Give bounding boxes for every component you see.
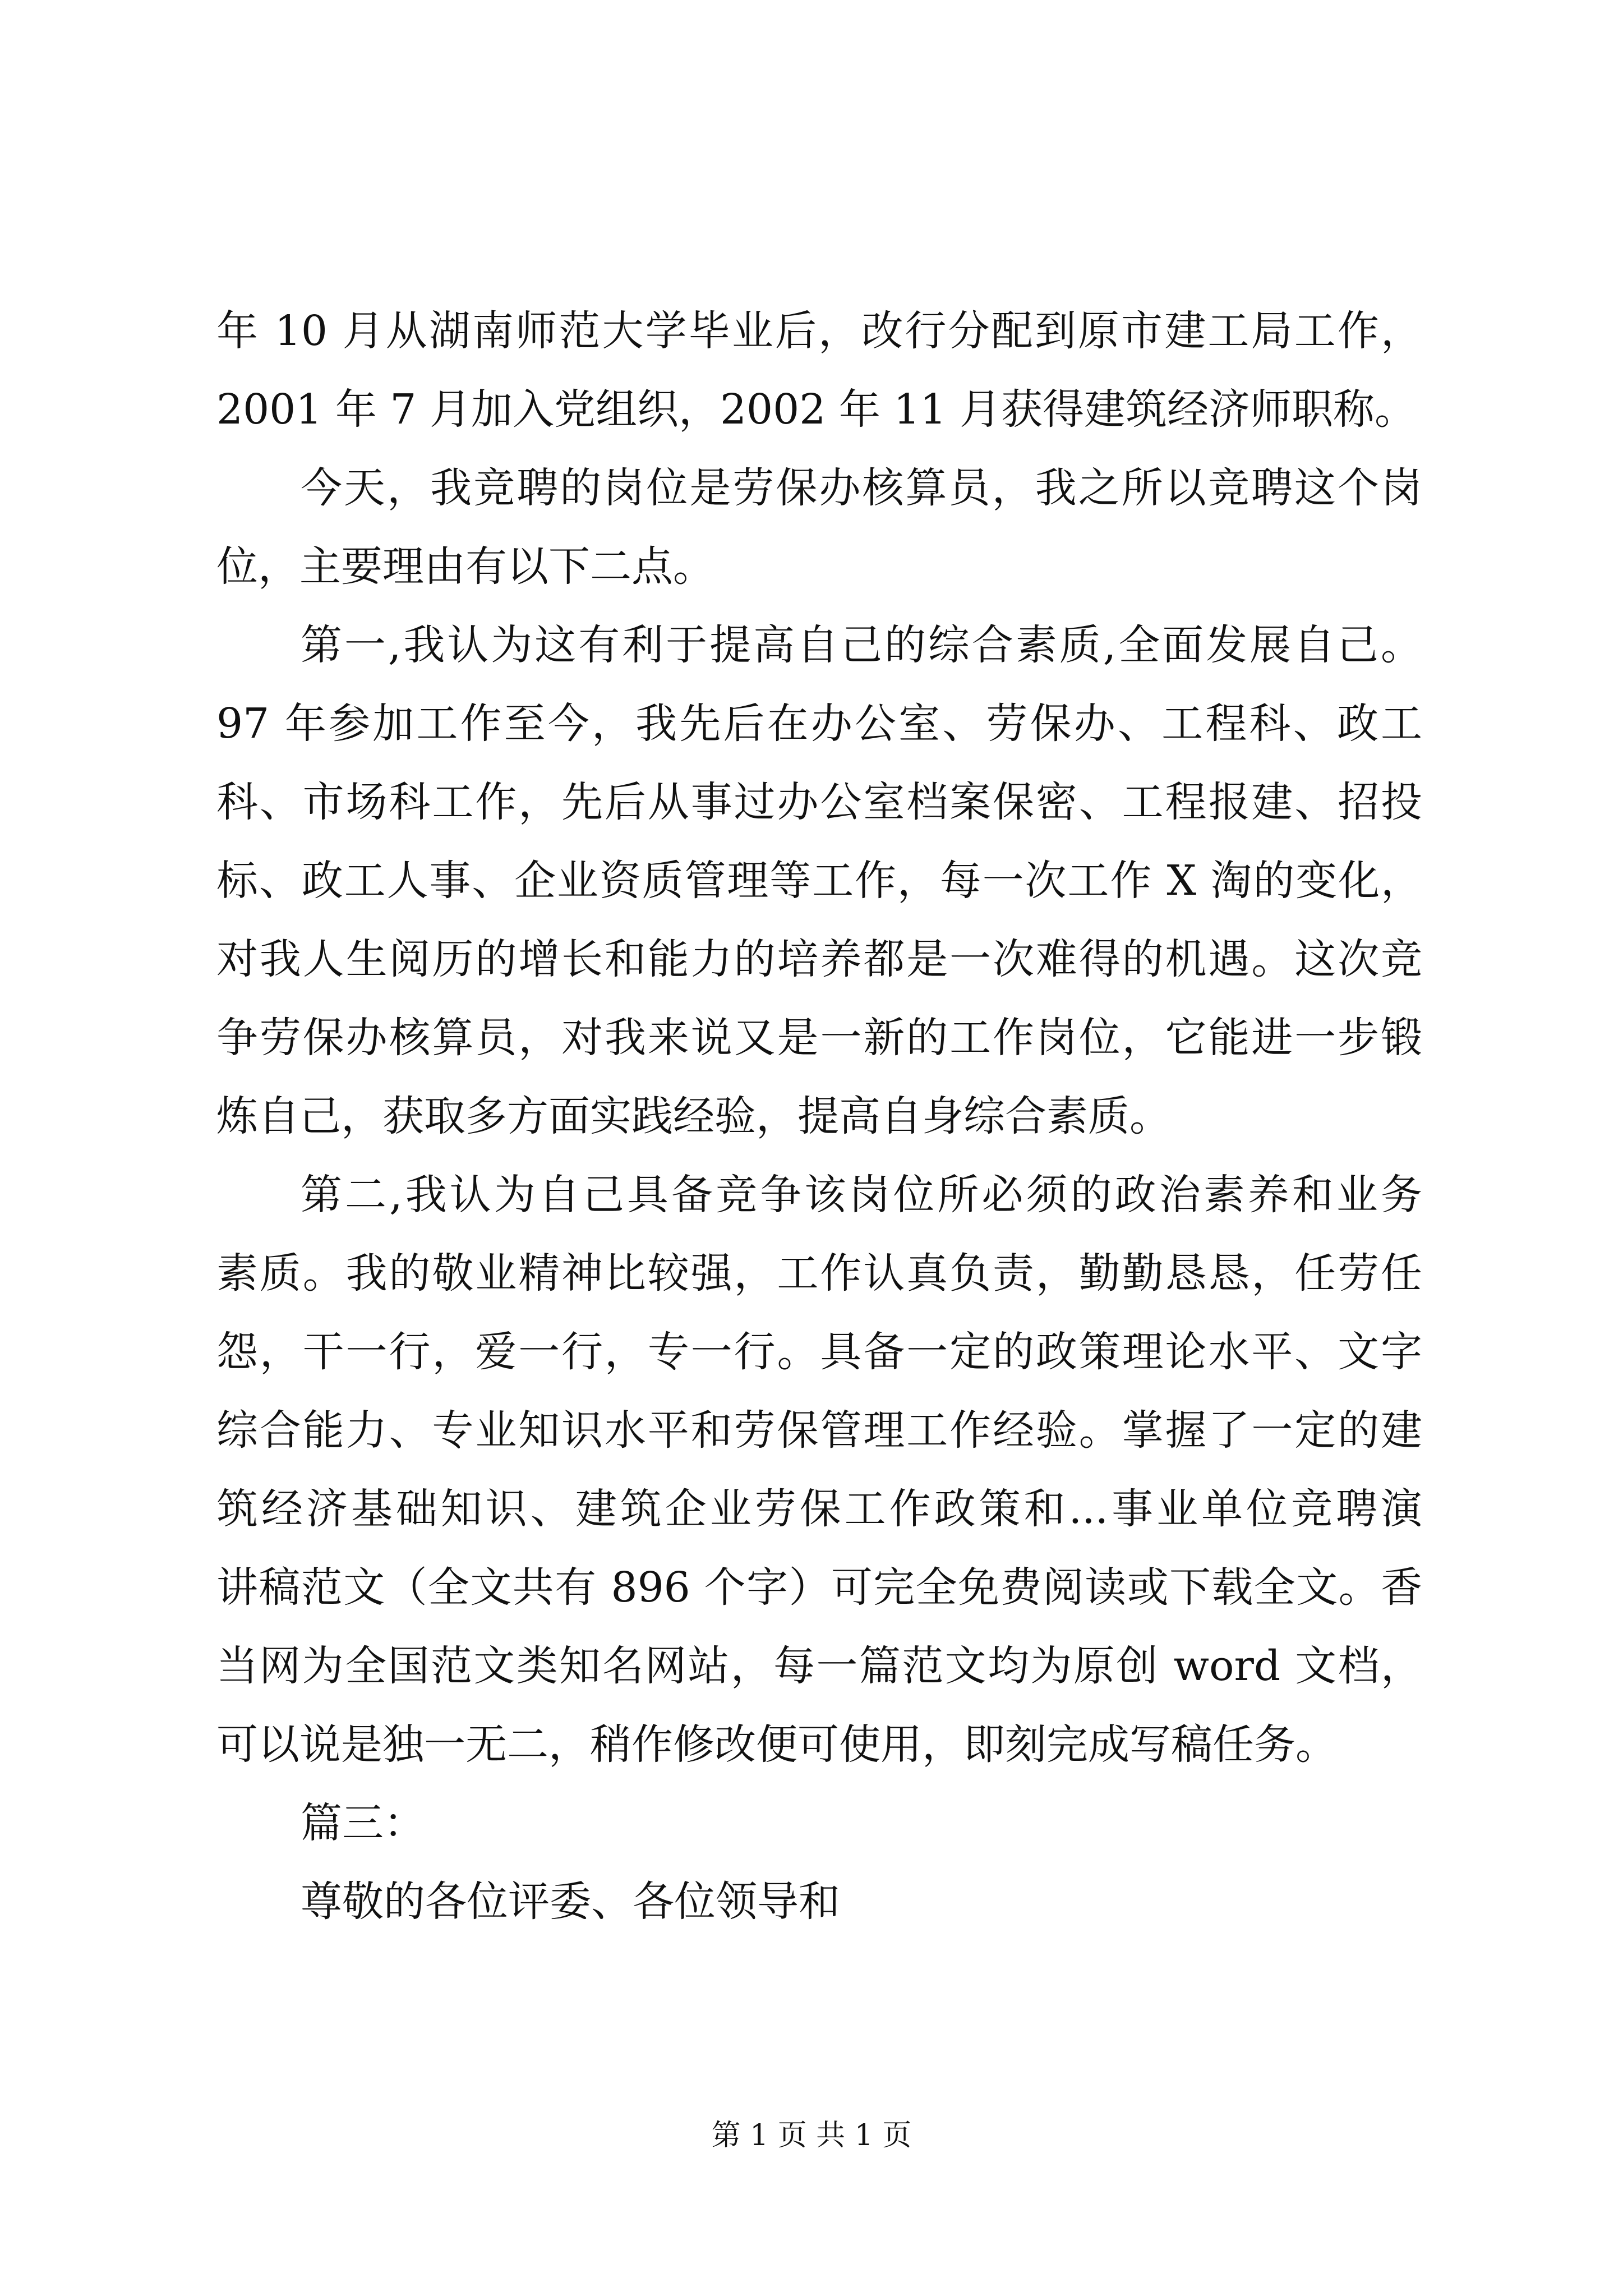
page-footer: 第 1 页 共 1 页: [711, 2119, 912, 2152]
text-line: 位，主要理由有以下二点。: [216, 542, 714, 591]
text-line: 对我人生阅历的增长和能力的培养都是一次难得的机遇。这次竞: [216, 935, 1422, 983]
text-line: 怨，干一行，爱一行，专一行。具备一定的政策理论水平、文字: [216, 1328, 1422, 1376]
text-line: 标、政工人事、企业资质管理等工作，每一次工作 X 淘的变化，: [216, 857, 1422, 905]
text-line: 综合能力、专业知识水平和劳保管理工作经验。掌握了一定的建: [216, 1406, 1422, 1455]
text-line: 讲稿范文（全文共有 896 个字）可完全免费阅读或下载全文。香: [216, 1563, 1422, 1612]
text-line: 当网为全国范文类知名网站，每一篇范文均为原创 word 文档，: [216, 1642, 1422, 1690]
text-line: 争劳保办核算员，对我来说又是一新的工作岗位，它能进一步锻: [216, 1014, 1422, 1062]
salutation-line: 尊敬的各位评委、各位领导和: [301, 1878, 840, 1926]
text-line: 可以说是独一无二，稍作修改便可使用，即刻完成写稿任务。: [216, 1720, 1337, 1769]
text-line: 年 10 月从湖南师范大学毕业后，改行分配到原市建工局工作，: [216, 307, 1422, 355]
document-body: [216, 292, 1422, 1941]
section-heading: 篇三：: [301, 1799, 425, 1847]
text-line: 2001 年 7 月加入党组织，2002 年 11 月获得建筑经济师职称。: [216, 385, 1417, 434]
paragraph-start-line: 第二,我认为自己具备竞争该岗位所必须的政治素养和业务: [301, 1171, 1422, 1219]
text-line: 97 年参加工作至今，我先后在办公室、劳保办、工程科、政工: [216, 700, 1422, 748]
text-line: 筑经济基础知识、建筑企业劳保工作政策和...事业单位竞聘演: [216, 1485, 1422, 1533]
paragraph-start-line: 今天，我竞聘的岗位是劳保办核算员，我之所以竞聘这个岗: [301, 464, 1422, 512]
text-line: 炼自己，获取多方面实践经验，提高自身综合素质。: [216, 1092, 1171, 1140]
text-line: 科、市场科工作，先后从事过办公室档案保密、工程报建、招投: [216, 778, 1422, 826]
paragraph-start-line: 第一,我认为这有利于提高自己的综合素质,全面发展自己。: [301, 621, 1422, 669]
text-line: 素质。我的敬业精神比较强，工作认真负责，勤勤恳恳，任劳任: [216, 1249, 1422, 1297]
